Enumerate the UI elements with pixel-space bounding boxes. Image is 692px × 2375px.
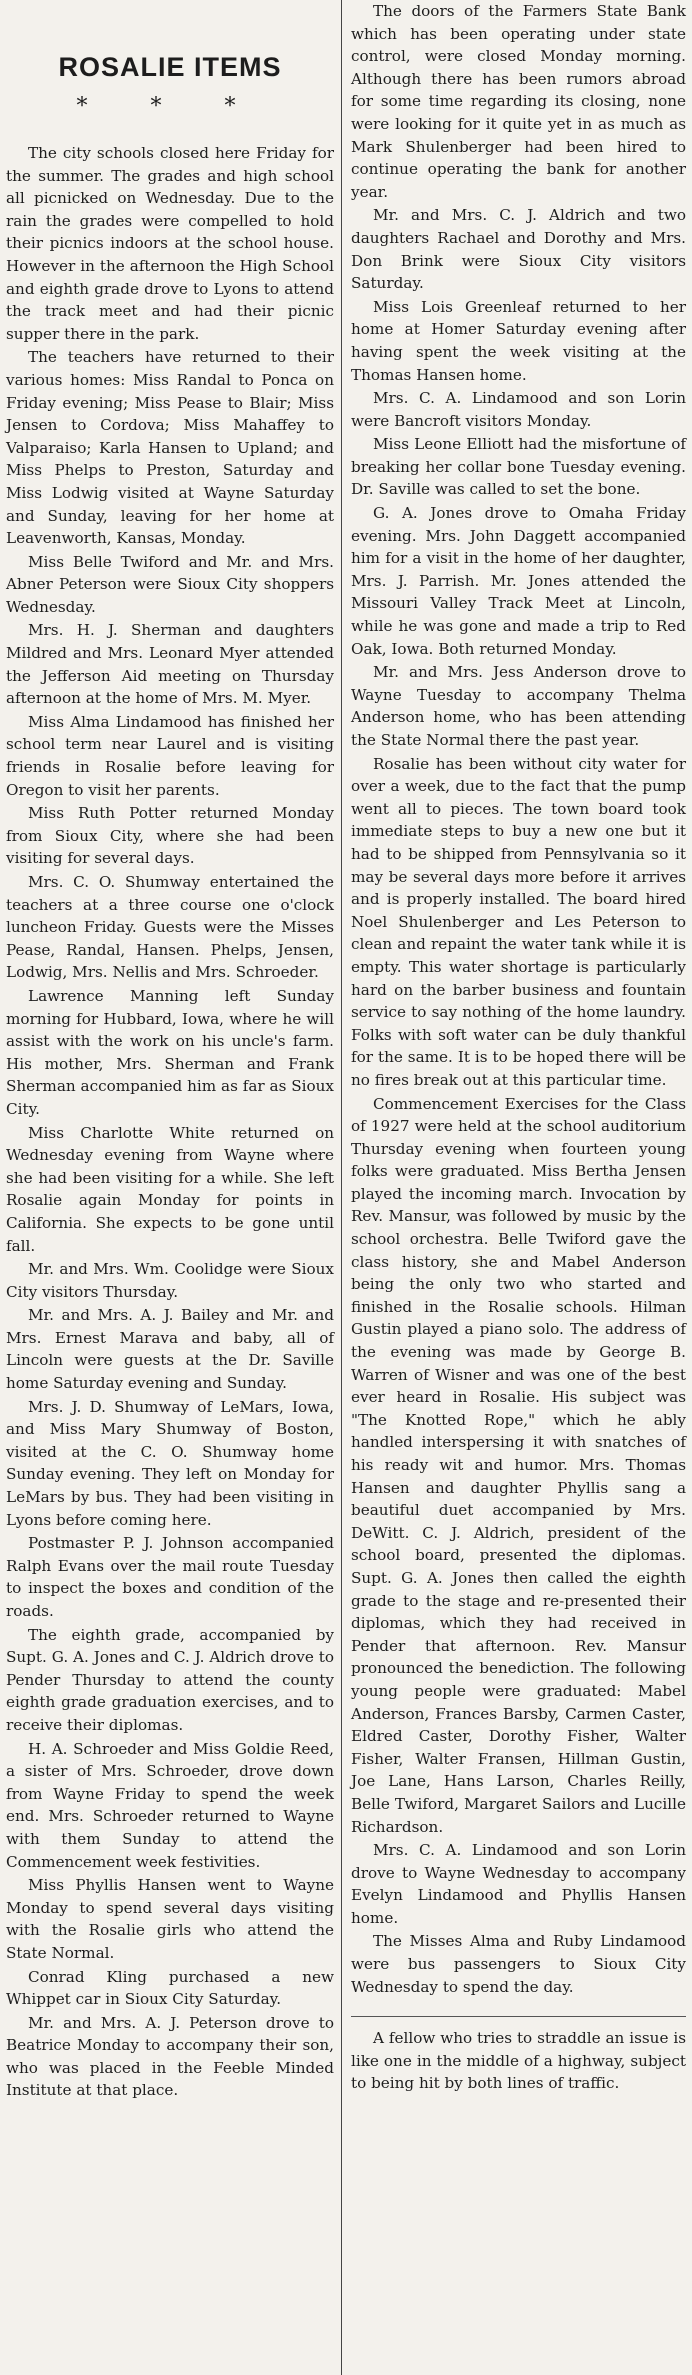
- news-item: Mrs. C. A. Lindamood and son Lorin drove to Wayne Wednesday to accompany Evelyn Lindamood and Phyllis Hansen home.: [351, 1841, 686, 1927]
- news-item: Miss Belle Twiford and Mr. and Mrs. Abner Peterson were Sioux City shoppers Wednesday.: [6, 552, 334, 616]
- news-item: The teachers have returned to their various homes: Miss Randal to Ponca on Friday evening; Miss Pease to Blair; Miss Jensen to Cordova; Miss Mahaffey to Valparaiso; Karla Hansen to Upland; and Miss Phelps to Preston, Saturday and Miss Lodwig visited at Wayne Saturday and Sunday, leaving for her home at Leavenworth, Kansas, Monday.: [6, 348, 334, 548]
- news-item: Rosalie has been without city water for over a week, due to the fact that the pump went all to pieces. The town board took immediate steps to buy a new one but it had to be shipped from Pennsylvania so it may be several days more before it arrives and is properly installed. The board hired Noel Shulenberger and Les Peterson to clean and repaint the water tank while it is empty. This water shortage is particularly hard on the barber business and fountain service to say nothing of the home laundry. Folks with soft water can be duly thankful for the same. It is to be hoped there will be no fires break out at this particular time.: [351, 754, 686, 1089]
- news-item: Mr. and Mrs. C. J. Aldrich and two daughters Rachael and Dorothy and Mrs. Don Brink were Sioux City visitors Saturday.: [351, 206, 686, 293]
- news-item: Mrs. H. J. Sherman and daughters Mildred and Mrs. Leonard Myer attended the Jefferson Aid meeting on Thursday afternoon at the home of Mrs. M. Myer.: [6, 621, 334, 708]
- news-item: Conrad Kling purchased a new Whippet car in Sioux City Saturday.: [6, 1967, 334, 2009]
- news-item: The doors of the Farmers State Bank which has been operating under state control, were closed Monday morning. Although there has been rumors abroad for some time regarding its closing, none were looking for it quite yet in as much as Mark Shulenberger had been hired to continue operating the bank for another year.: [351, 2, 686, 201]
- column-rule: [341, 0, 342, 2375]
- news-item: Miss Ruth Potter returned Monday from Sioux City, where she had been visiting for several days.: [6, 804, 334, 868]
- news-item: Lawrence Manning left Sunday morning for Hubbard, Iowa, where he will assist with the work on his uncle's farm. His mother, Mrs. Sherman and Frank Sherman accompanied him as far as Sioux City.: [6, 986, 334, 1118]
- left-column-body: [6, 142, 334, 2102]
- news-item: Miss Phyllis Hansen went to Wayne Monday to spend several days visiting with the Rosalie girls who attend the State Normal.: [6, 1876, 334, 1962]
- news-item: Mr. and Mrs. A. J. Bailey and Mr. and Mrs. Ernest Marava and baby, all of Lincoln were guests at the Dr. Saville home Saturday evening and Sunday.: [6, 1306, 334, 1393]
- separator-rule: [351, 2016, 686, 2017]
- news-item: The eighth grade, accompanied by Supt. G. A. Jones and C. J. Aldrich drove to Pender Thursday to attend the county eighth grade graduation exercises, and to receive their diplomas.: [6, 1625, 334, 1734]
- news-item: H. A. Schroeder and Miss Goldie Reed, a sister of Mrs. Schroeder, drove down from Wayne Friday to spend the week end. Mrs. Schroeder returned to Wayne with them Sunday to attend the Commencement week festivities.: [6, 1739, 334, 1871]
- left-column: [0, 0, 338, 2375]
- news-item: Mr. and Mrs. A. J. Peterson drove to Beatrice Monday to accompany their son, who was placed in the Feeble Minded Institute at that place.: [6, 2013, 334, 2100]
- headline: ROSALIE ITEMS: [58, 52, 282, 82]
- news-item: Miss Leone Elliott had the misfortune of breaking her collar bone Tuesday evening. Dr. Saville was called to set the bone.: [351, 435, 686, 499]
- news-item: Miss Charlotte White returned on Wednesday evening from Wayne where she had been visiting for a while. She left Rosalie again Monday for points in California. She expects to be gone until fall.: [6, 1123, 334, 1255]
- news-item: Postmaster P. J. Johnson accompanied Ralph Evans over the mail route Tuesday to inspect the boxes and condition of the roads.: [6, 1534, 334, 1620]
- ornament: * * *: [76, 94, 264, 119]
- news-item: G. A. Jones drove to Omaha Friday evening. Mrs. John Daggett accompanied him for a visit in the home of her daughter, Mrs. J. Parrish. Mr. Jones attended the Missouri Valley Track Meet at Lincoln, while he was gone and made a trip to Red Oak, Iowa. Both returned Monday.: [351, 504, 686, 658]
- news-item: Commencement Exercises for the Class of 1927 were held at the school auditorium Thursday evening when fourteen young folks were graduated. Miss Bertha Jensen played the incoming march. Invocation by Rev. Mansur, was followed by music by the school orchestra. Belle Twiford gave the class history, she and Mabel Anderson being the only two who started and finished in the Rosalie schools. Hilman Gustin played a piano solo. The address of the evening was made by George B. Warren of Wisner and was one of the best ever heard in Rosalie. His subject was "The Knotted Rope," which he ably handled interspersing it with snatches of his ready wit and humor. Mrs. Thomas Hansen and daughter Phyllis sang a beautiful duet accompanied by Mrs. DeWitt. C. J. Aldrich, president of the school board, presented the diplomas. Supt. G. A. Jones then called the eighth grade to the stage and re-presented their diplomas, which they had received in Pender that afternoon. Rev. Mansur pronounced the benediction. The following young people were graduated: Mabel Anderson, Frances Barsby, Carmen Caster, Eldred Caster, Dorothy Fisher, Walter Fisher, Walter Fransen, Hillman Gustin, Joe Lane, Hans Larson, Charles Reilly, Belle Twiford, Margaret Sailors and Lucille Richardson.: [351, 1094, 686, 1836]
- news-item: Mrs. J. D. Shumway of LeMars, Iowa, and Miss Mary Shumway of Boston, visited at the C. O. Shumway home Sunday evening. They left on Monday for LeMars by bus. They had been visiting in Lyons before coming here.: [6, 1397, 334, 1529]
- filler-item: A fellow who tries to straddle an issue is like one in the middle of a highway, subject to being hit by both lines of traffic.: [351, 2029, 686, 2093]
- news-item: Mrs. C. A. Lindamood and son Lorin were Bancroft visitors Monday.: [351, 389, 686, 430]
- news-item: Miss Lois Greenleaf returned to her home at Homer Saturday evening after having spent the week visiting at the Thomas Hansen home.: [351, 297, 686, 384]
- news-item: The Misses Alma and Ruby Lindamood were bus passengers to Sioux City Wednesday to spend the day.: [351, 1932, 686, 1996]
- news-item: Mr. and Mrs. Wm. Coolidge were Sioux City visitors Thursday.: [6, 1260, 334, 1301]
- news-item: Mrs. C. O. Shumway entertained the teachers at a three course one o'clock luncheon Friday. Guests were the Misses Pease, Randal, Hansen. Phelps, Jensen, Lodwig, Mrs. Nellis and Mrs. Schroeder.: [6, 873, 334, 982]
- news-item: Miss Alma Lindamood has finished her school term near Laurel and is visiting friends in Rosalie before leaving for Oregon to visit her parents.: [6, 712, 334, 799]
- right-column-body: [351, 0, 686, 1998]
- news-item: Mr. and Mrs. Jess Anderson drove to Wayne Tuesday to accompany Thelma Anderson home, who has been attending the State Normal there the past year.: [351, 663, 686, 749]
- news-item: The city schools closed here Friday for the summer. The grades and high school all picnicked on Wednesday. Due to the rain the grades were compelled to hold their picnics indoors at the school house. However in the afternoon the High School and eighth grade drove to Lyons to attend the track meet and had their picnic supper there in the park.: [6, 144, 334, 343]
- right-column: [345, 0, 692, 2375]
